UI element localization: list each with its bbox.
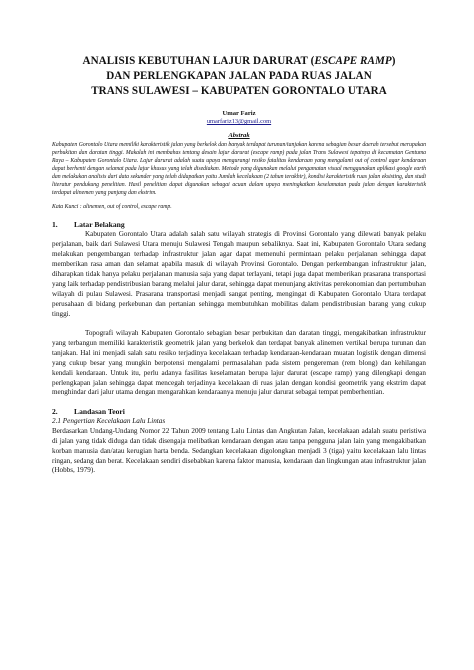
section-2-heading: [52, 407, 426, 417]
section-1-paragraph-1: Kabupaten Gorontalo Utara adalah salah satu wilayah strategis di Provinsi Gorontalo yang dilewati banyak pelaku perjalanan, baik dari Sulawesi Utara menuju Sulawesi Tengah maupun sebaliknya. Saat ini, Kabupaten Gorontalo Utara sedang melakukan pengembangan terhadap infrastruktur jalan agar dapat memenuhi permintaan pelaku perjalanan sehingga dapat memberikan rasa aman dan selamat apabila masuk di wilayah Provinsi Gorontalo. Dengan perkembangan infrastruktur jalan, diharapkan tidak hanya pelaku perjalanan manusia saja yang dapat terlayani, tetapi juga dapat memberikan prasarana transportasi yang laik terhadap pendistribusian barang melalui jalur darat, sehingga dapat menunjang aktivitas perekonomian dan pertumbuhan wilayah di pulau Sulawesi. Prasarana transportasi menjadi sangat penting, mengingat di Kabupaten Gorontalo Utara terdapat perusahaan di bidang perkebunan dan pertanian sehingga membutuhkan mobilitas dalam pendistribusian barang yang cukup tinggi.: [52, 230, 426, 318]
title-line1: ANALISIS KEBUTUHAN LAJUR DARURAT (ESCAPE RAMP): [82, 55, 396, 67]
subsection-2-1-title: Pengertian Kecelakaan Lalu Lintas: [62, 417, 166, 426]
section-1-number: 1.: [52, 220, 58, 230]
section-2-number: 2.: [52, 407, 58, 417]
section-2-paragraph-1: Berdasarkan Undang-Undang Nomor 22 Tahun 2009 tentang Lalu Lintas dan Angkutan Jalan, kecelakaan adalah suatu peristiwa di jalan yang tidak diduga dan tidak disengaja melibatkan kendaraan dengan atau tanpa pengguna jalan lain yang mengakibatkan korban manusia dan/atau kerugian harta benda. Sedangkan kecelakaan digolongkan menjadi 3 (tiga) yaitu kecelakaan lalu lintas ringan, sedang dan berat. Kecelakaan sendiri disebabkan karena faktor manusia, kendaraan dan lingkungan atau infrastruktur jalan (Hobbs, 1979).: [52, 426, 426, 475]
abstract-heading: Abstrak: [228, 132, 250, 139]
paper-title: [52, 54, 426, 99]
subsection-2-1-heading: [52, 417, 426, 427]
subsection-2-1-number: 2.1: [52, 417, 61, 426]
title-line2: DAN PERLENGKAPAN JALAN PADA RUAS JALAN: [106, 70, 372, 82]
author-email-link[interactable]: umarfariz13@gmail.com: [206, 118, 272, 125]
keywords: Kata Kunci : alinemen, out of control, escape ramp.: [52, 204, 172, 211]
abstract-text: Kabupaten Gorontalo Utara memiliki karakteristik jalan yang berkelok dan banyak terdapat turunan/tanjakan karena sebagian besar daerah tersebut merupakan perbukitan dan daratan tinggi. Makalah ini membahas tentang desain lajur darurat (escape ramp) pada jalan Trans Sulawesi tepatnya di kecamatan Gentuma Raya – Kabupaten Gorontalo Utara. Lajur darurat adalah suatu upaya mengurangi resiko fatalitas kendaraan yang mengalami out of control agar kendaraan dapat berhenti dengan selamat pada lajur khusus yang telah disediakan. Metode yang digunakan melalui pengamatan visual menggunakan aplikasi google earth dan melakukan analisis dari data sekunder yang telah didapatkan yaitu Jumlah kecelakaan (2 tahun terakhir), kondisi karakteristik ruas jalan eksisting, dan studi literatur pendukung penelitian. Hasil penelitian dapat digunakan sebagai acuan dalam upaya meningkatkan keselamatan pada jalan dengan karakteristik terdapat alinemen yang panjang dan ekstrim.: [52, 142, 426, 197]
section-1-heading: [52, 220, 426, 230]
section-1-title: Latar Belakang: [74, 220, 125, 230]
section-1-paragraph-2: Topografi wilayah Kabupaten Gorontalo sebagian besar perbukitan dan daratan tinggi, mengakibatkan infrastruktur yang terbangun memiliki karakteristik geometrik jalan yang berkelok dan terdapat banyak alinemen vertikal berupa turunan dan tanjakan. Hal ini menjadi salah satu resiko terjadinya kecelakaan terhadap kendaraan-kendaraan muatan logistik dengan dimensi yang cukup besar yang mungkin berpotensi mengalami permasalahan pada sistem pengereman (rem blong) dan kehilangan kendali kendaraan. Untuk itu, perlu adanya fasilitas keselamatan berupa lajur darurat (escape ramp) yang dilengkapi dengan perlengkapan jalan sehingga dapat mencegah terjadinya kecelakaan di ruas jalan dengan kondisi geometrik yang ekstrim dapat menghindar dari jalur utama dengan mengarahkan kendaraanya menuju jalur darurat sebagai tempat pemberhentian.: [52, 328, 426, 397]
title-line3: TRANS SULAWESI – KABUPATEN GORONTALO UTARA: [91, 85, 387, 97]
section-2-title: Landasan Teori: [74, 407, 125, 417]
author-name: Umar Fariz: [222, 110, 256, 117]
